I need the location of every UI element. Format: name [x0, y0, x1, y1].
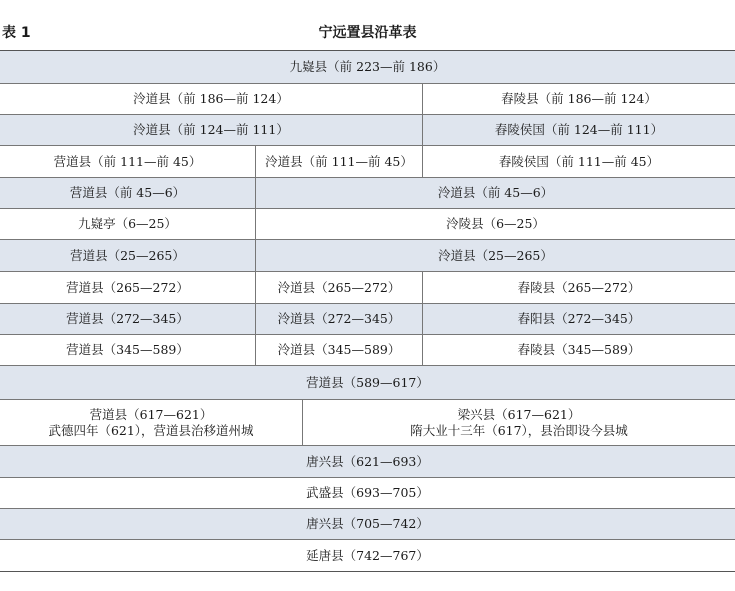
table-row — [0, 177, 735, 208]
table-row — [0, 539, 735, 571]
table-row — [0, 208, 735, 239]
table-cell: 武盛县（693—705） — [306, 485, 429, 500]
table-row — [0, 399, 735, 445]
table-cell: 泠道县（25—265） — [255, 240, 735, 271]
table-cell: 舂陵县（345—589） — [422, 335, 735, 365]
table-cell — [302, 400, 735, 445]
table-cell: 舂阳县（272—345） — [422, 304, 735, 334]
table-cell: 泠道县（前 186—前 124） — [133, 91, 289, 106]
table-cell: 舂陵侯国（前 124—前 111） — [422, 115, 735, 145]
table-cell: 舂陵县（前 186—前 124） — [422, 84, 735, 114]
cell-line: 梁兴县（617—621） — [457, 406, 581, 422]
table-cell: 营道县（前 45—6） — [69, 185, 186, 200]
table-cell: 营道县（589—617） — [306, 374, 429, 390]
table-row — [0, 83, 735, 114]
table-title: 宁远置县沿革表 — [318, 25, 417, 41]
table-cell: 营道县（265—272） — [66, 279, 189, 295]
table-cell: 营道县（345—589） — [66, 342, 189, 357]
table-cell: 营道县（前 111—前 45） — [53, 153, 202, 169]
table-header — [0, 22, 735, 48]
cell-note: 隋大业十三年（617），县治即设今县城 — [410, 422, 628, 438]
table-row — [0, 445, 735, 477]
table-cell: 舂陵侯国（前 111—前 45） — [422, 146, 735, 177]
table-cell: 泠道县（前 45—6） — [255, 178, 735, 208]
table-cell: 九嶷亭（6—25） — [78, 216, 177, 231]
table-cell: 舂陵县（265—272） — [422, 272, 735, 303]
table-number: 表 1 — [2, 25, 31, 41]
cell-note: 武德四年（621），营道县治移道州城 — [48, 422, 254, 438]
table-cell: 延唐县（742—767） — [306, 547, 429, 563]
table-row — [0, 239, 735, 271]
table-cell: 泠道县（265—272） — [255, 272, 422, 303]
table-cell: 泠道县（272—345） — [255, 304, 422, 334]
cell-line: 营道县（617—621） — [89, 406, 213, 422]
table-cell: 唐兴县（621—693） — [306, 453, 429, 469]
table-cell: 泠道县（前 111—前 45） — [255, 146, 422, 177]
table-row — [0, 114, 735, 145]
table-row — [0, 365, 735, 399]
table-row — [0, 271, 735, 303]
table-row — [0, 334, 735, 365]
table-cell: 泠道县（345—589） — [255, 335, 422, 365]
table-row — [0, 477, 735, 508]
table-cell: 泠道县（前 124—前 111） — [133, 122, 289, 137]
table-row — [0, 508, 735, 539]
table-row — [0, 303, 735, 334]
table-cell: 泠陵县（6—25） — [255, 209, 735, 239]
evolution-table — [0, 50, 735, 572]
table-cell: 营道县（272—345） — [66, 311, 189, 326]
table-cell: 九嶷县（前 223—前 186） — [289, 59, 446, 74]
table-row — [0, 145, 735, 177]
table-cell: 营道县（25—265） — [70, 247, 185, 263]
table-row — [0, 51, 735, 83]
table-cell: 唐兴县（705—742） — [306, 516, 429, 531]
table-cell — [0, 400, 302, 445]
